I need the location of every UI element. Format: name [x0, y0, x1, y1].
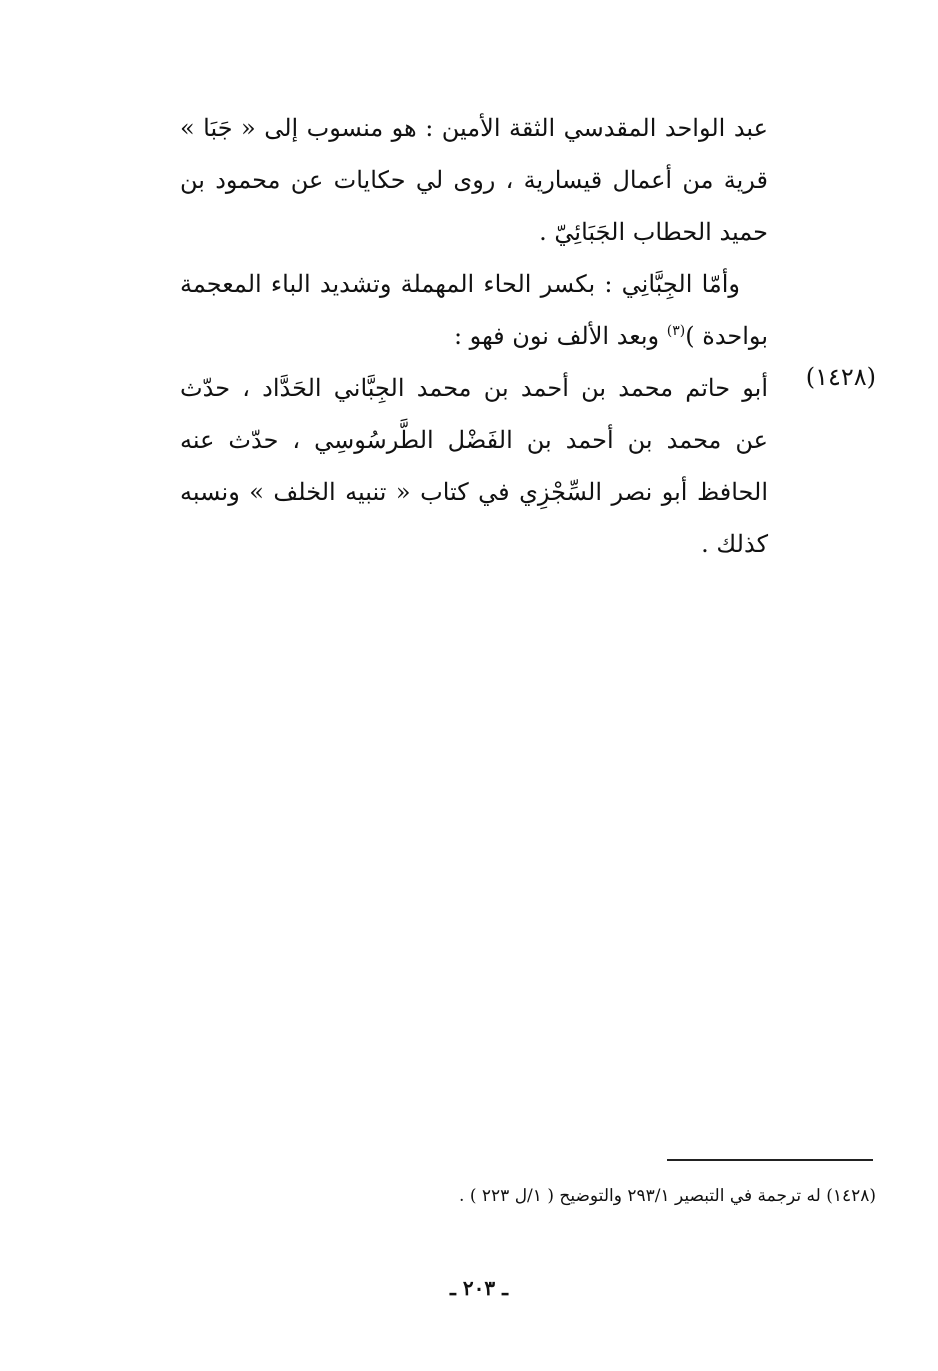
entry-line4: كذلك . [701, 530, 768, 558]
footnote-marker: (٣) [666, 323, 686, 339]
footnote: (١٤٢٨) له ترجمة في التبصير ٢٩٣/١ والتوضيح ( ١/ل ٢٢٣ ) . [459, 1186, 876, 1206]
main-text [180, 102, 768, 570]
entry-line2: عن محمد بن أحمد بن الفَضْل الطَّرسُوسِي ، حدّث عنه [180, 426, 768, 454]
page-number: ـ ٢٠٣ ـ [450, 1276, 508, 1300]
paragraph2-line2 [180, 310, 768, 362]
entry-line3: الحافظ أبو نصر السِّجْزِي في كتاب « تنبيه الخلف » ونسبه [180, 478, 768, 506]
paragraph2-line1: وأمّا الجِبَّانِي : بكسر الحاء المهملة وتشديد الباء المعجمة [180, 270, 740, 298]
paragraph1-line3: حميد الحطاب الجَبَائِيّ . [539, 218, 768, 246]
footnote-divider [667, 1159, 873, 1161]
entry-number: (١٤٢٨) [805, 363, 876, 391]
paragraph2-line2-end: وبعد الألف نون فهو : [453, 322, 667, 350]
paragraph1-line1: عبد الواحد المقدسي الثقة الأمين : هو منسوب إلى « جَبَا » [180, 114, 768, 142]
paragraph2-line2-start: بواحدة ) [685, 322, 768, 350]
entry-line1: أبو حاتم محمد بن أحمد بن محمد الجِبَّاني الحَدَّاد ، حدّث [180, 374, 768, 402]
paragraph1-line2: قرية من أعمال قيسارية ، روى لي حكايات عن محمود بن [180, 166, 768, 194]
